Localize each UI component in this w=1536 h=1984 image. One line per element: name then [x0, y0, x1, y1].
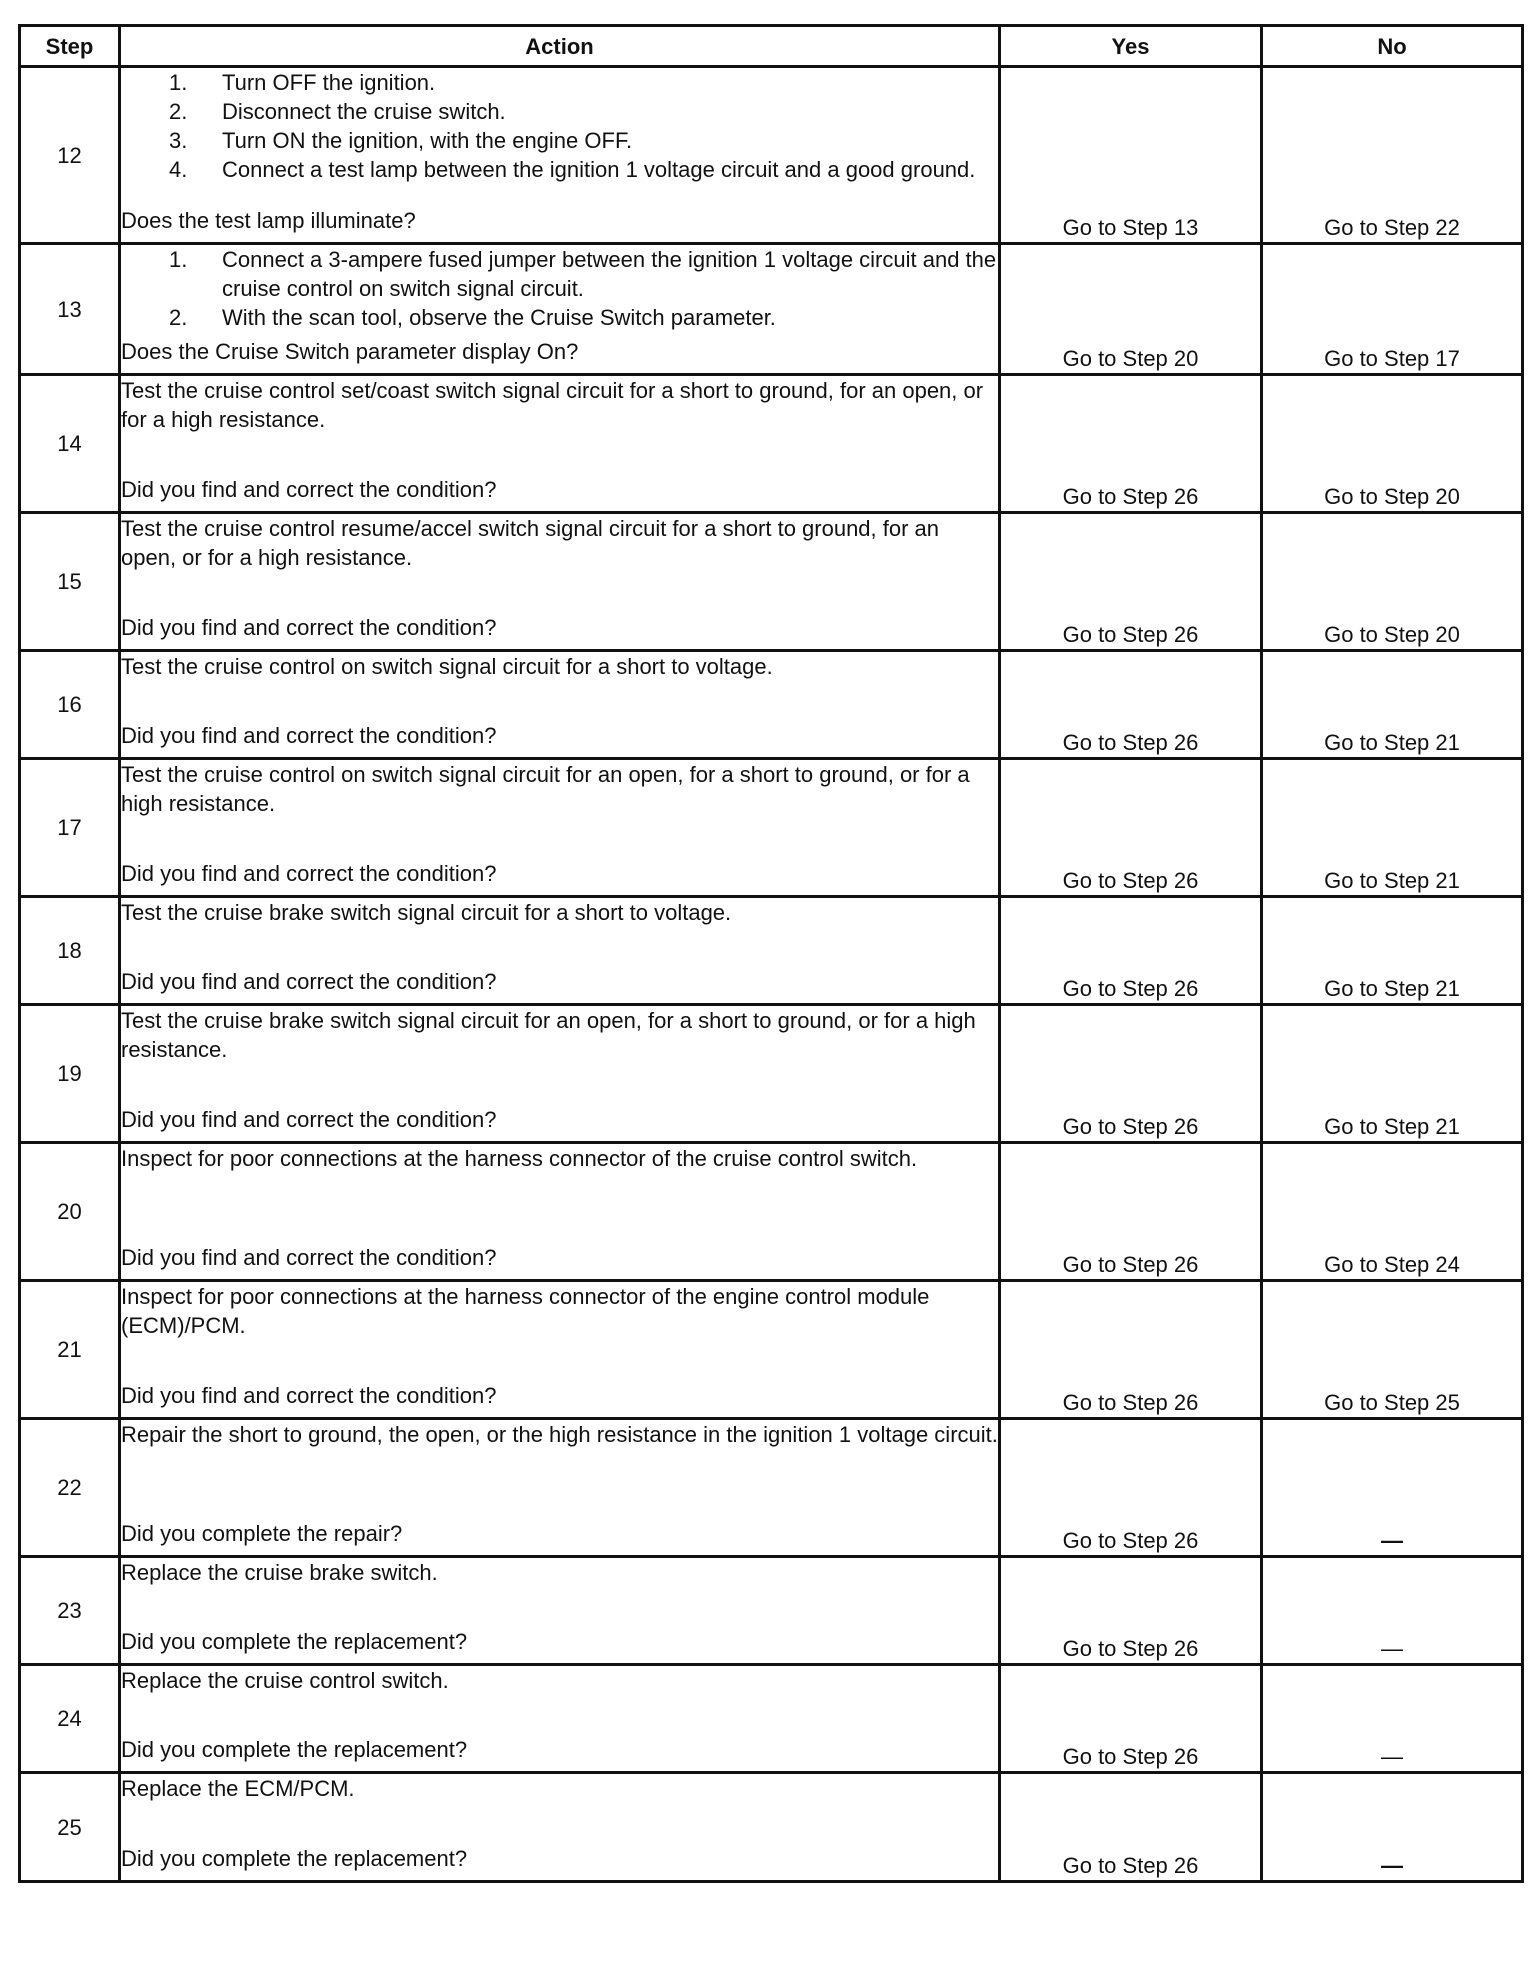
table-row [20, 897, 1523, 1005]
no-outcome: Go to Step 17 [1262, 244, 1523, 375]
step-number: 21 [20, 1281, 120, 1419]
action-text: Test the cruise brake switch signal circuit for an open, for a short to ground, or for a high resistance. [121, 1008, 976, 1062]
step-number: 12 [20, 67, 120, 244]
action-text: Inspect for poor connections at the harness connector of the engine control module (ECM)/PCM. [121, 1284, 930, 1338]
action-text: Test the cruise control set/coast switch signal circuit for a short to ground, for an open, or for a high resistance. [121, 378, 984, 432]
step-number: 16 [20, 651, 120, 759]
instruction-item: 1. Connect a 3-ampere fused jumper between the ignition 1 voltage circuit and the cruise control on switch signal circuit. [169, 247, 997, 301]
table-row [20, 1773, 1523, 1882]
header-no: No [1262, 26, 1523, 67]
header-row [20, 26, 1523, 67]
action-text: Replace the ECM/PCM. [121, 1776, 355, 1801]
question-text: Did you complete the replacement? [121, 1737, 468, 1762]
table-row [20, 1665, 1523, 1773]
action-cell [120, 1557, 1000, 1665]
action-text: Inspect for poor connections at the harness connector of the cruise control switch. [121, 1146, 918, 1171]
action-cell [120, 1665, 1000, 1773]
yes-outcome: Go to Step 26 [1000, 1281, 1262, 1419]
table-row [20, 651, 1523, 759]
yes-outcome: Go to Step 26 [1000, 1419, 1262, 1557]
action-cell [120, 1143, 1000, 1281]
action-cell [120, 244, 1000, 375]
question-text: Did you find and correct the condition? [121, 723, 497, 748]
action-cell [120, 1281, 1000, 1419]
yes-outcome: Go to Step 26 [1000, 1773, 1262, 1882]
instruction-item: 1. Turn OFF the ignition. [169, 70, 436, 95]
header-step: Step [20, 26, 120, 67]
action-text: Test the cruise brake switch signal circuit for a short to voltage. [121, 900, 732, 925]
yes-outcome: Go to Step 26 [1000, 897, 1262, 1005]
action-cell [120, 1419, 1000, 1557]
no-outcome: Go to Step 20 [1262, 513, 1523, 651]
yes-outcome: Go to Step 20 [1000, 244, 1262, 375]
yes-outcome: Go to Step 26 [1000, 1557, 1262, 1665]
table-row [20, 1557, 1523, 1665]
step-number: 17 [20, 759, 120, 897]
instruction-list [121, 245, 998, 332]
step-number: 22 [20, 1419, 120, 1557]
question-text: Did you complete the replacement? [121, 1629, 468, 1654]
step-number: 24 [20, 1665, 120, 1773]
header-action: Action [120, 26, 1000, 67]
no-outcome: Go to Step 21 [1262, 651, 1523, 759]
no-outcome: Go to Step 20 [1262, 375, 1523, 513]
question-text: Did you find and correct the condition? [121, 615, 497, 640]
question-text: Does the Cruise Switch parameter display On? [121, 339, 579, 364]
yes-outcome: Go to Step 26 [1000, 1143, 1262, 1281]
no-outcome: — [1262, 1665, 1523, 1773]
table-row [20, 513, 1523, 651]
question-text: Did you complete the replacement? [121, 1846, 468, 1871]
action-cell [120, 1005, 1000, 1143]
yes-outcome: Go to Step 26 [1000, 1665, 1262, 1773]
instruction-item: 2. Disconnect the cruise switch. [169, 99, 506, 124]
instruction-item: 3. Turn ON the ignition, with the engine OFF. [169, 128, 633, 153]
no-outcome: Go to Step 21 [1262, 1005, 1523, 1143]
table-row [20, 1143, 1523, 1281]
question-text: Did you find and correct the condition? [121, 861, 497, 886]
action-cell [120, 897, 1000, 1005]
no-outcome: — [1262, 1773, 1523, 1882]
step-number: 13 [20, 244, 120, 375]
no-outcome: — [1262, 1557, 1523, 1665]
action-text: Test the cruise control resume/accel switch signal circuit for a short to ground, for an open, or for a high resistance. [121, 516, 940, 570]
no-outcome: Go to Step 21 [1262, 759, 1523, 897]
action-text: Replace the cruise control switch. [121, 1668, 449, 1693]
table-row [20, 1281, 1523, 1419]
step-number: 19 [20, 1005, 120, 1143]
yes-outcome: Go to Step 26 [1000, 651, 1262, 759]
no-outcome: — [1262, 1419, 1523, 1557]
yes-outcome: Go to Step 26 [1000, 513, 1262, 651]
action-text: Test the cruise control on switch signal circuit for an open, for a short to ground, or for a high resistance. [121, 762, 970, 816]
instruction-item: 2. With the scan tool, observe the Cruise Switch parameter. [169, 305, 776, 330]
question-text: Did you find and correct the condition? [121, 969, 497, 994]
step-number: 14 [20, 375, 120, 513]
table-row [20, 375, 1523, 513]
step-number: 25 [20, 1773, 120, 1882]
action-text: Test the cruise control on switch signal circuit for a short to voltage. [121, 654, 773, 679]
yes-outcome: Go to Step 26 [1000, 1005, 1262, 1143]
header-yes: Yes [1000, 26, 1262, 67]
instruction-item: 4. Connect a test lamp between the ignition 1 voltage circuit and a good ground. [169, 157, 976, 182]
no-outcome: Go to Step 25 [1262, 1281, 1523, 1419]
yes-outcome: Go to Step 26 [1000, 375, 1262, 513]
table-row [20, 244, 1523, 375]
step-number: 20 [20, 1143, 120, 1281]
question-text: Did you find and correct the condition? [121, 1383, 497, 1408]
step-number: 18 [20, 897, 120, 1005]
action-cell [120, 375, 1000, 513]
action-text: Repair the short to ground, the open, or the high resistance in the ignition 1 voltage circuit. [121, 1422, 998, 1447]
action-cell [120, 759, 1000, 897]
question-text: Did you complete the repair? [121, 1521, 403, 1546]
question-text: Did you find and correct the condition? [121, 1107, 497, 1132]
table-row [20, 67, 1523, 244]
question-text: Did you find and correct the condition? [121, 1245, 497, 1270]
action-cell [120, 513, 1000, 651]
action-text: Replace the cruise brake switch. [121, 1560, 438, 1585]
table-row [20, 1005, 1523, 1143]
table-row [20, 759, 1523, 897]
action-cell [120, 67, 1000, 244]
instruction-list [121, 68, 998, 184]
question-text: Did you find and correct the condition? [121, 477, 497, 502]
action-cell [120, 651, 1000, 759]
yes-outcome: Go to Step 13 [1000, 67, 1262, 244]
step-number: 23 [20, 1557, 120, 1665]
step-number: 15 [20, 513, 120, 651]
action-cell [120, 1773, 1000, 1882]
no-outcome: Go to Step 24 [1262, 1143, 1523, 1281]
diagnostic-table [18, 24, 1524, 1883]
question-text: Does the test lamp illuminate? [121, 208, 416, 233]
table-row [20, 1419, 1523, 1557]
no-outcome: Go to Step 22 [1262, 67, 1523, 244]
no-outcome: Go to Step 21 [1262, 897, 1523, 1005]
yes-outcome: Go to Step 26 [1000, 759, 1262, 897]
